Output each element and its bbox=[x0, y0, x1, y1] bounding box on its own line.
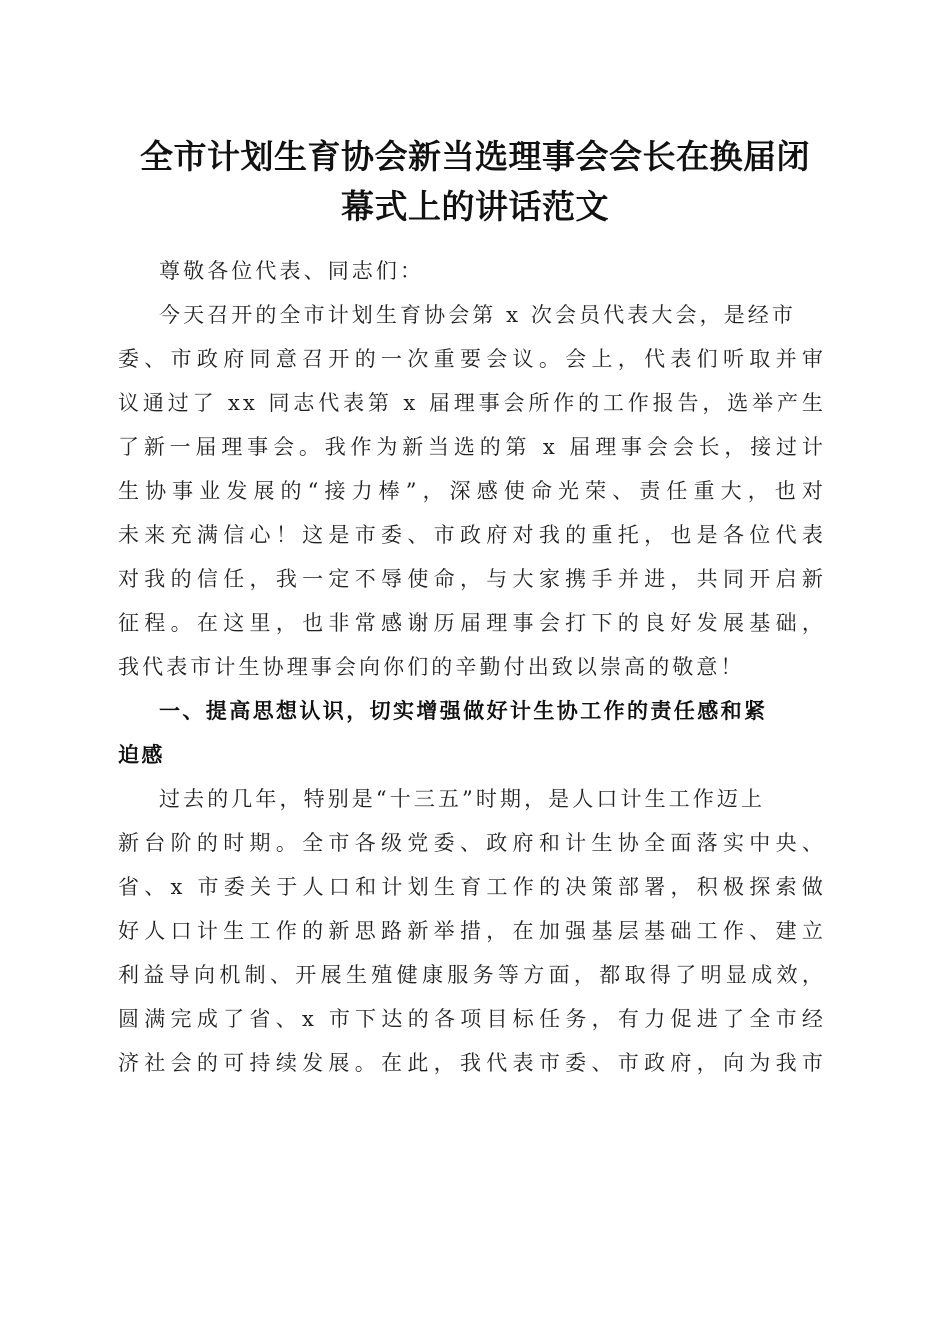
paragraph-line: 利益导向机制、开展生殖健康服务等方面，都取得了明显成效， bbox=[118, 963, 826, 987]
title-line: 幕式上的讲话范文 bbox=[341, 187, 609, 226]
paragraph-line: 议通过了 xx 同志代表第 x 届理事会所作的工作报告，选举产生 bbox=[118, 391, 826, 415]
section-heading-1 bbox=[118, 689, 826, 777]
title-line: 全市计划生育协会新当选理事会会长在换届闭 bbox=[140, 137, 810, 176]
paragraph-line: 今天召开的全市计划生育协会第 x 次会员代表大会，是经市 bbox=[159, 303, 796, 327]
paragraph-line: 委、市政府同意召开的一次重要会议。会上，代表们听取并审 bbox=[118, 347, 826, 371]
paragraph-line: 圆满完成了省、x 市下达的各项目标任务，有力促进了全市经 bbox=[118, 1007, 826, 1031]
paragraph-line: 好人口计生工作的新思路新举措，在加强基层基础工作、建立 bbox=[118, 919, 826, 943]
salutation: 尊敬各位代表、同志们： bbox=[159, 259, 425, 283]
paragraph-line: 新台阶的时期。全市各级党委、政府和计生协全面落实中央、 bbox=[118, 831, 826, 855]
paragraph-review bbox=[118, 777, 826, 1085]
paragraph-line: 过去的几年，特别是“十三五”时期，是人口计生工作迈上 bbox=[159, 787, 766, 811]
paragraph-line: 对我的信任，我一定不辱使命，与大家携手并进，共同开启新 bbox=[118, 567, 826, 591]
paragraph-line: 征程。在这里，也非常感谢历届理事会打下的良好发展基础， bbox=[118, 611, 826, 635]
heading-line: 一、提高思想认识，切实增强做好计生协工作的责任感和紧 bbox=[159, 699, 768, 723]
paragraph-line: 了新一届理事会。我作为新当选的第 x 届理事会会长，接过计 bbox=[118, 435, 826, 459]
paragraph-line: 济社会的可持续发展。在此，我代表市委、市政府，向为我市 bbox=[118, 1051, 826, 1075]
paragraph-line: 省、x 市委关于人口和计划生育工作的决策部署，积极探索做 bbox=[118, 875, 826, 899]
heading-line: 迫感 bbox=[118, 743, 165, 767]
document-title bbox=[90, 132, 860, 232]
paragraph-line: 我代表市计生协理事会向你们的辛勤付出致以崇高的敬意！ bbox=[118, 655, 745, 679]
document-body bbox=[118, 249, 826, 1085]
paragraph-line: 未来充满信心！这是市委、市政府对我的重托，也是各位代表 bbox=[118, 523, 826, 547]
paragraph-line: 生协事业发展的“接力棒”，深感使命光荣、责任重大，也对 bbox=[118, 479, 826, 503]
paragraph-opening bbox=[118, 293, 826, 689]
